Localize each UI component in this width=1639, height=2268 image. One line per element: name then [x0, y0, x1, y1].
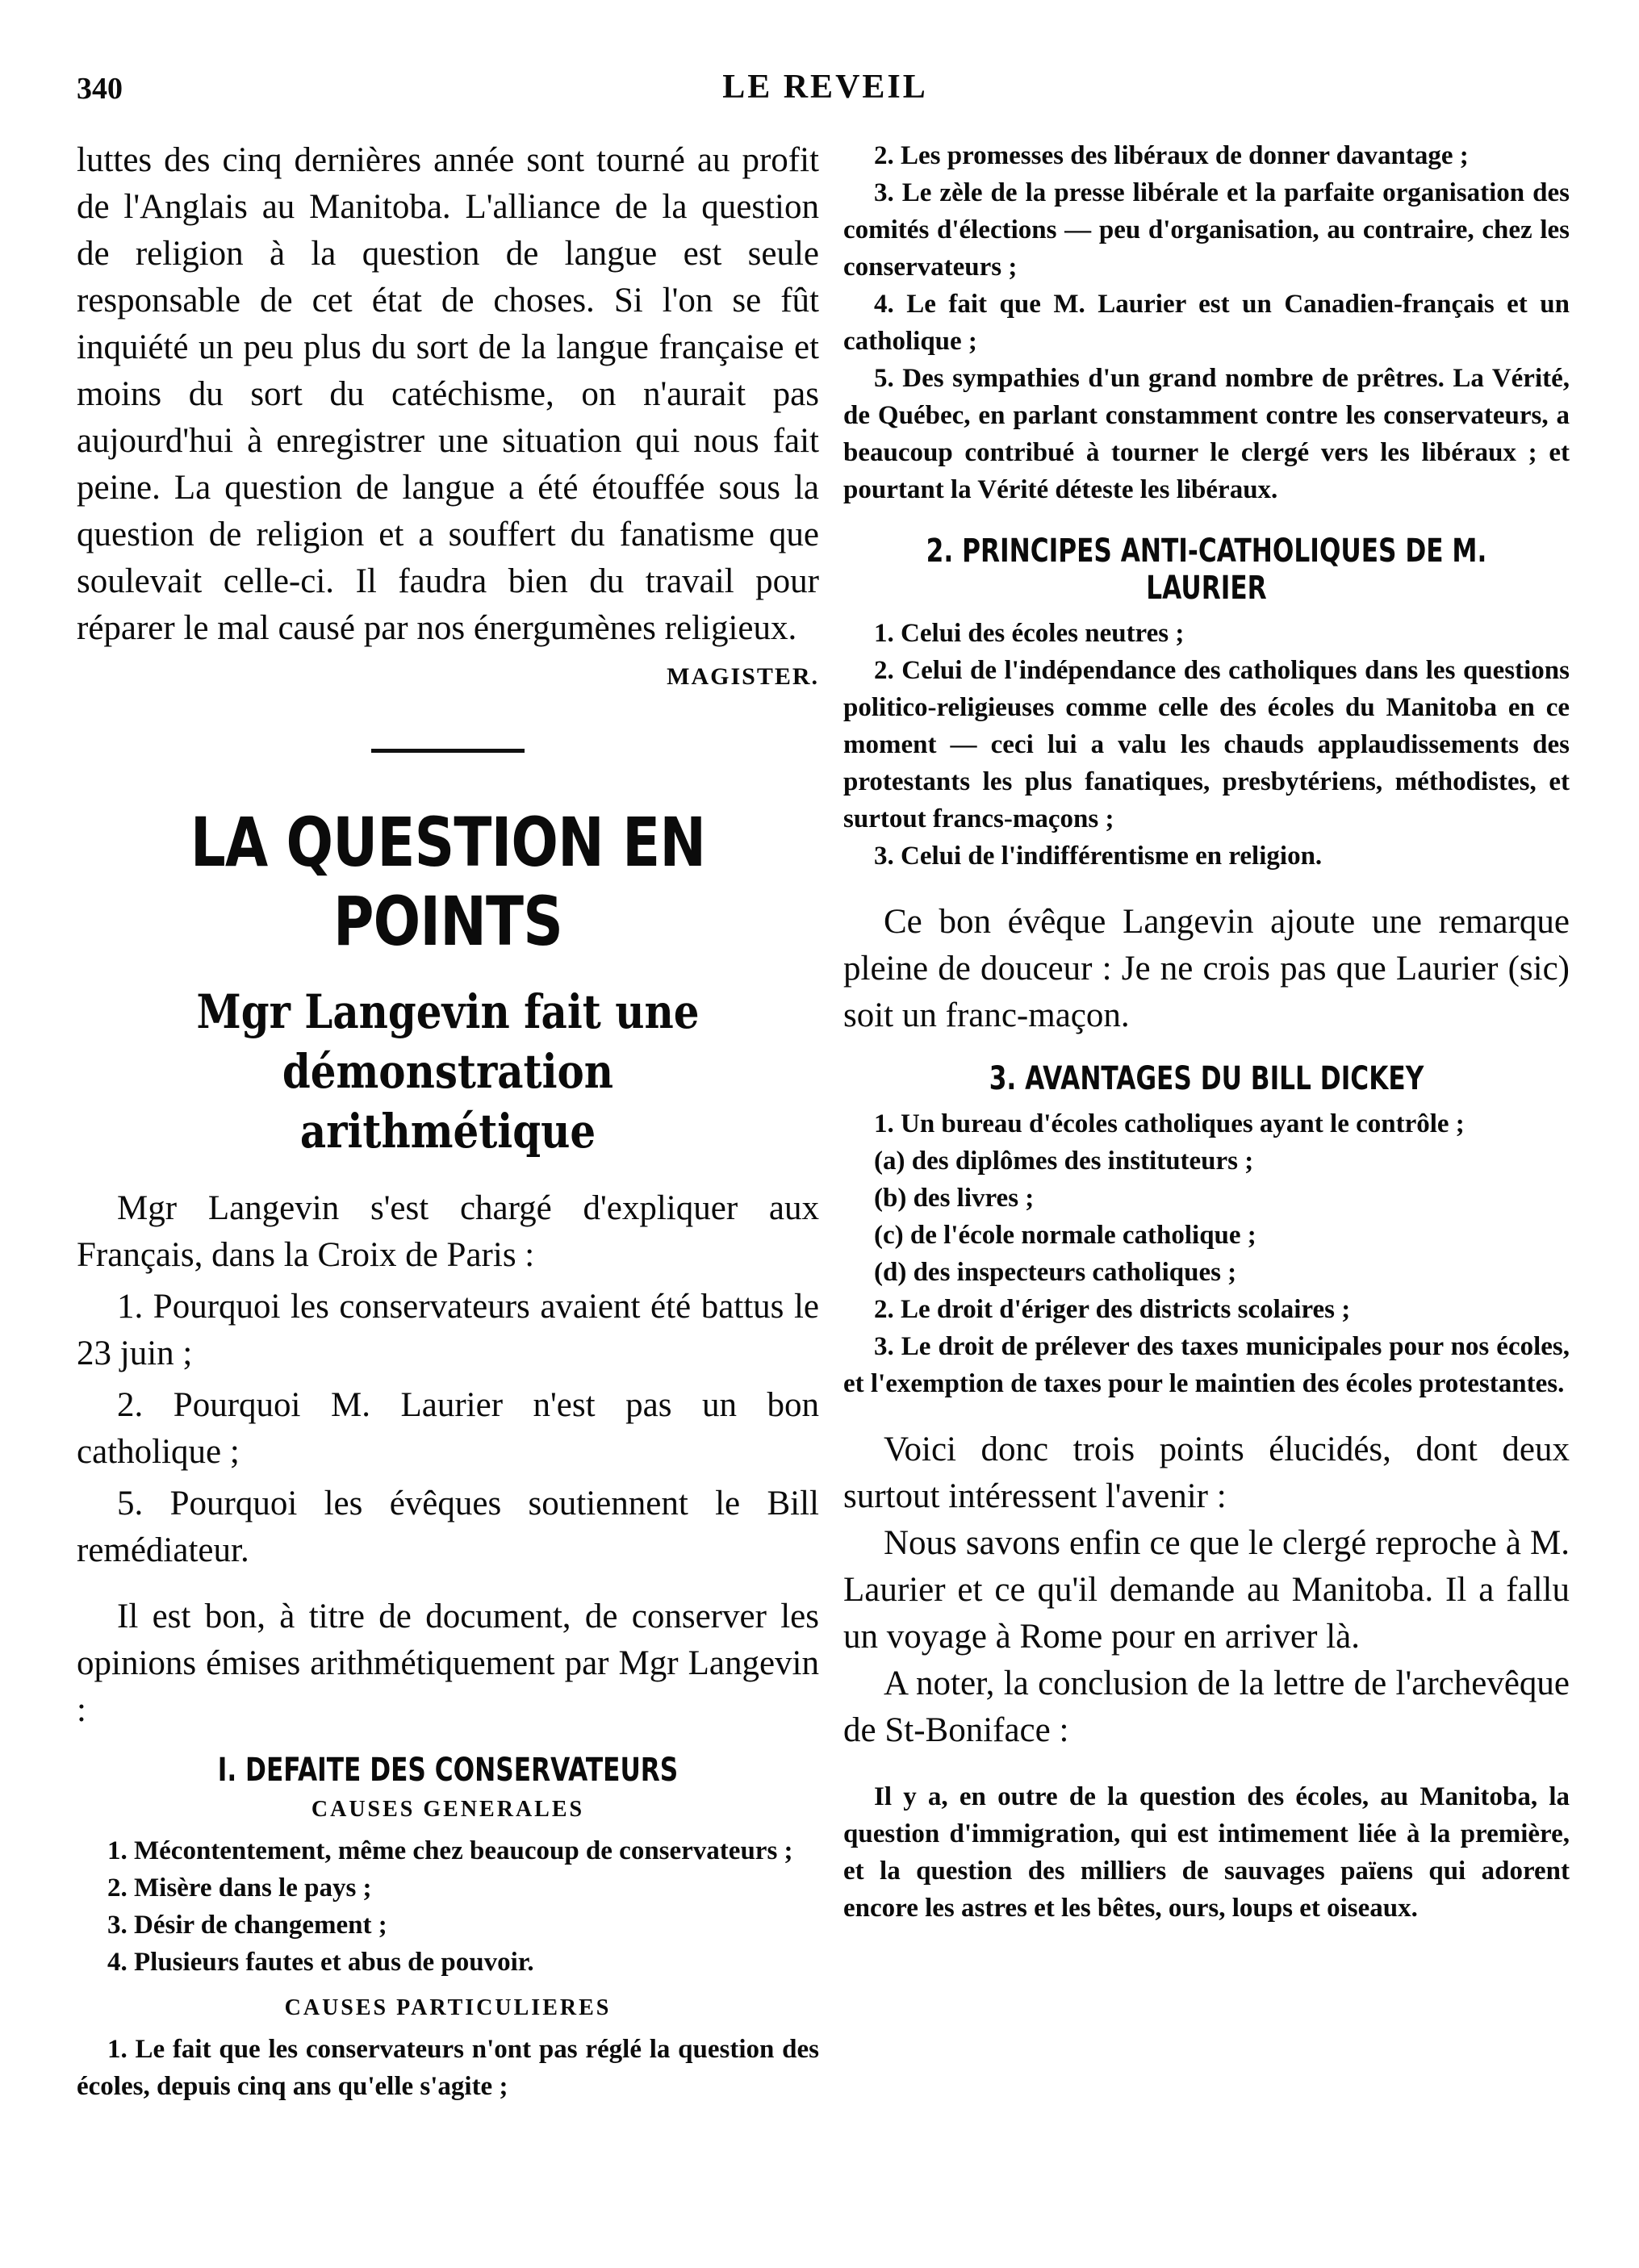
remark-paragraph: Ce bon évêque Langevin ajoute une remarque pleine de douceur : Je ne crois pas que Laurier (sic) soit un franc-maçon. [843, 903, 1570, 1034]
principle-item: 1. Celui des écoles neutres ; [874, 619, 1185, 648]
section-2-title: 2. PRINCIPES ANTI-CATHOLIQUES DE M. LAURIER [926, 533, 1487, 607]
section-1-title: I. DEFAITE DES CONSERVATEURS [217, 1752, 679, 1789]
point-item: 2. Pourquoi M. Laurier n'est pas un bon catholique ; [77, 1386, 819, 1471]
running-title: LE REVEIL [722, 69, 928, 106]
cause-item: 2. Misère dans le pays ; [107, 1873, 372, 1903]
divider-rule [371, 749, 525, 753]
page-header [77, 56, 1574, 121]
closing-paragraph: Nous savons enfin ce que le clergé reproche à M. Laurier et ce qu'il demande au Manitoba. Il a fallu un voyage à Rome pour en arriver là. [843, 1524, 1570, 1656]
cause-item: 2. Les promesses des libéraux de donner davantage ; [874, 141, 1469, 170]
cause-item: 4. Le fait que M. Laurier est un Canadien-français et un catholique ; [843, 290, 1570, 356]
section-3-title: 3. AVANTAGES DU BILL DICKEY [989, 1060, 1424, 1097]
point-item: 1. Pourquoi les conservateurs avaient été battus le 23 juin ; [77, 1288, 819, 1372]
principle-item: 2. Celui de l'indépendance des catholiques dans les questions politico-religieuses comme celle des écoles du Manitoba en ce moment — ceci lui a valu les chauds applaudissements des protestants les plus fanatiques, presbytériens, méthodistes, et surtout francs-maçons ; [843, 656, 1570, 833]
particular-causes-heading: CAUSES PARTICULIERES [284, 1995, 612, 2020]
point-item: 5. Pourquoi les évêques soutiennent le Bill remédiateur. [77, 1485, 819, 1569]
cause-item: 4. Plusieurs fautes et abus de pouvoir. [107, 1948, 534, 1977]
cause-item: 1. Le fait que les conservateurs n'ont pas réglé la question des écoles, depuis cinq ans qu'elle s'agite ; [77, 2035, 819, 2101]
advantage-item: (d) des inspecteurs catholiques ; [874, 1258, 1237, 1287]
left-column [77, 137, 819, 2105]
general-causes-heading: CAUSES GENERALES [311, 1797, 585, 1822]
advantage-item: 2. Le droit d'ériger des districts scolaires ; [874, 1295, 1351, 1324]
quote-paragraph: Il y a, en outre de la question des écoles, au Manitoba, la question d'immigration, qui est intimement liée à la première, et la question des milliers de sauvages païens qui adorent encore les astres et les bêtes, ours, loups et oiseaux. [843, 1782, 1570, 1923]
right-column [843, 137, 1570, 1927]
advantage-item: 1. Un bureau d'écoles catholiques ayant le contrôle ; [874, 1109, 1465, 1138]
advantage-item: (b) des livres ; [874, 1184, 1035, 1213]
signature: MAGISTER. [667, 663, 819, 690]
cause-item: 5. Des sympathies d'un grand nombre de prêtres. La Vérité, de Québec, en parlant constamment contre les conservateurs, a beaucoup contribué à tourner le clergé vers les libéraux ; et pourtant la Vérité déteste les libéraux. [843, 364, 1570, 504]
article-headline: LA QUESTION EN POINTS [190, 803, 706, 961]
cause-item: 3. Désir de changement ; [107, 1911, 387, 1940]
cause-item: 3. Le zèle de la presse libérale et la parfaite organisation des comités d'élections — peu d'organisation, au contraire, chez les conservateurs ; [843, 178, 1570, 282]
advantage-item: (a) des diplômes des instituteurs ; [874, 1147, 1254, 1176]
article-subheadline: Mgr Langevin fait une démonstration arithmétique [196, 984, 700, 1159]
cause-item: 1. Mécontentement, même chez beaucoup de conservateurs ; [107, 1836, 793, 1865]
conserve-paragraph: Il est bon, à titre de document, de conserver les opinions émises arithmétiquement par Mgr Langevin : [77, 1598, 819, 1729]
principle-item: 3. Celui de l'indifférentisme en religion. [874, 842, 1323, 871]
closing-paragraph: Voici donc trois points élucidés, dont deux surtout intéressent l'avenir : [843, 1431, 1570, 1515]
intro-paragraph: luttes des cinq dernières année sont tourné au profit de l'Anglais au Manitoba. L'alliance de la question de religion à la question de langue est seule responsable de cet état de choses. Si l'on se fût inquiété un peu plus du sort de la langue française et moins du sort du catéchisme, on n'aurait pas aujourd'hui à enregistrer une situation qui nous fait peine. La question de langue a été étouffée sous la question de religion et a souffert du fanatisme que soulevait celle-ci. Il faudra bien du travail pour réparer le mal causé par nos énergumènes religieux. [77, 141, 819, 647]
closing-paragraph: A noter, la conclusion de la lettre de l'archevêque de St-Boniface : [843, 1664, 1570, 1749]
advantage-item: 3. Le droit de prélever des taxes municipales pour nos écoles, et l'exemption de taxes pour le maintien des écoles protestantes. [843, 1332, 1570, 1398]
advantage-item: (c) de l'école normale catholique ; [874, 1221, 1256, 1250]
page-number: 340 [77, 72, 123, 106]
lead-paragraph: Mgr Langevin s'est chargé d'expliquer aux Français, dans la Croix de Paris : [77, 1189, 819, 1274]
